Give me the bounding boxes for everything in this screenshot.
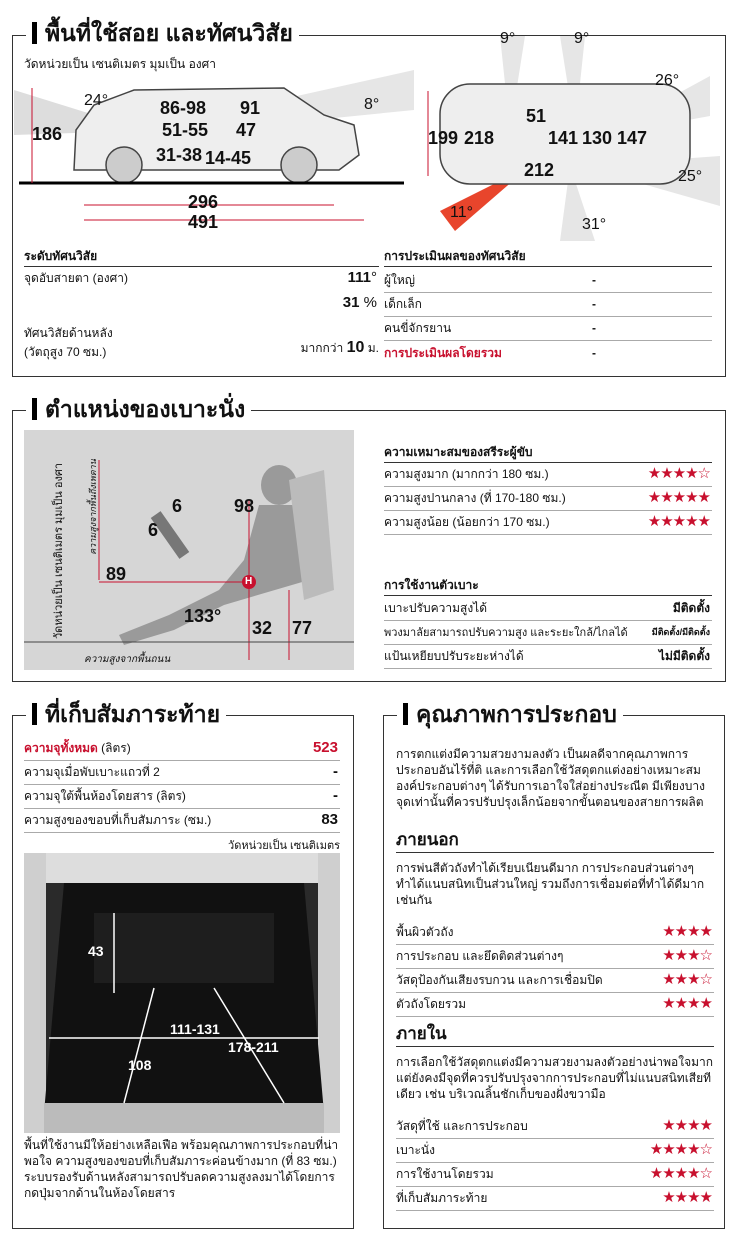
seat-dim-head: 98 [234,496,255,516]
dim-front-leg: 31-38 [156,145,203,165]
fit-header: ความเหมาะสมของสรีระผู้ขับ [384,442,712,463]
dim-rear-shoulder: 47 [236,120,257,140]
assessment-row-label: ผู้ใหญ่ [384,273,416,287]
exterior-row-label: การประกอบ และยึดติดส่วนต่างๆ [396,949,564,963]
seat-dim-leg: 89 [106,564,127,584]
dim-front-head: 86-98 [160,98,207,118]
vision-title-text: พื้นที่ใช้สอย และทัศนวิสัย [45,20,293,46]
star-rating: ★★★★ [662,1189,712,1206]
usage-row [384,622,712,645]
star-rating: ★★★★☆ [649,1165,712,1182]
assessment-row [384,270,712,293]
dim-wheelbase: 296 [188,192,219,212]
usage-row-label: พวงมาลัยสามารถปรับความสูง และระยะใกล้/ไกลได้ [384,627,628,639]
interior-row-label: การใช้งานโดยรวม [396,1167,494,1181]
seat-floor-label: ความสูงจากพื้นถนน [84,654,171,665]
assessment-row [384,318,712,341]
usage-row-label: เบาะปรับความสูงได้ [384,601,488,615]
quality-title [397,701,623,727]
vision-title [26,20,299,46]
seat-dim-ground: 77 [292,618,313,638]
exterior-row [396,994,714,1017]
interior-row-label: ที่เก็บสัมภาระท้าย [396,1191,488,1205]
seat-dim-wheel-b: 6 [148,520,159,540]
cargo-row-label: ความจุใต้พื้นห้องโดยสาร (ลิตร) [24,789,186,803]
cargo-row-value: 523 [312,739,338,756]
visibility-row-blindspot [24,268,379,290]
exterior-row-label: วัสดุป้องกันเสียงรบกวน และการเชื่อมปิด [396,973,603,987]
title-bar [403,703,408,725]
exterior-row-label: พื้นผิวตัวถัง [396,925,454,939]
interior-row [396,1116,714,1139]
assessment-row-label: คนขี่จักรยาน [384,321,452,335]
cargo-row-value: 83 [321,811,338,828]
title-bar [32,398,37,420]
assessment-value: - [592,321,596,335]
cargo-dim-depth-1: 108 [128,1057,152,1073]
assessment-row-label: เด็กเล็ก [384,297,422,311]
exterior-text: การพ่นสีตัวถังทำได้เรียบเนียนดีมาก การประกอบส่วนต่างๆ ทำได้แนบสนิทเป็นส่วนใหญ่ รวมถึงการเชื่อมต่อที่ทำได้ดีมากเช่นกัน [396,861,705,907]
interior-row [396,1140,714,1163]
percent-value: 31 % [342,294,377,311]
cargo-description: พื้นที่ใช้งานมีให้อย่างเหลือเฟือ พร้อมคุณภาพการประกอบที่น่าพอใจ ความสูงของขอบที่เก็บสัมภาระค่อนข้างมาก (ที่ 83 ซม.) ระบบรองรับด้านหลังสามารถปรับลดความสูงลงมาได้โดยการกดปุ่มจากด้านในห้องโดยสาร [24,1138,339,1200]
h-point-label: H [245,576,253,587]
star-rating: ★★★★☆ [647,465,710,482]
assessment-value: - [592,297,596,311]
angle-rear-side: 24° [84,92,109,109]
cargo-photo [24,853,340,1133]
blindspot-label: จุดอับสายตา (องศา) [24,271,129,285]
fit-row [384,464,712,487]
seat-dim-hip: 32 [252,618,273,638]
blindspot-value: 111° [347,269,377,286]
cargo-row [24,786,340,809]
fit-row-label: ความสูงมาก (มากกว่า 180 ซม.) [384,467,549,481]
cargo-photo-illustration [24,853,340,1133]
cargo-dim-height: 43 [88,943,104,959]
rear-visibility-value: มากกว่า 10 ม. [300,339,379,356]
dim-top-b: 218 [464,128,495,148]
cargo-row-label-red: ความจุทั้งหมด [24,741,98,755]
cargo-row-label: (ลิตร) [97,741,131,755]
angle-top-1: 9° [500,30,516,47]
assessment-overall-row [384,343,712,365]
seat-dim-wheel-a: 6 [172,496,183,516]
cargo-title [26,701,226,727]
dim-roof-height: 186 [32,124,63,144]
exterior-row-label: ตัวถังโดยรวม [396,997,467,1011]
dim-length: 491 [188,212,219,232]
dim-top-c: 51 [526,106,547,126]
star-rating: ★★★★ [662,1117,712,1134]
angle-front-side: 8° [364,96,380,113]
usage-row-label: แป้นเหยียบปรับระยะห่างได้ [384,649,524,663]
rear-visibility-sub: (วัตถุสูง 70 ซม.) [24,345,107,359]
angle-top-2: 9° [574,30,590,47]
title-bar [32,703,37,725]
star-rating: ★★★★☆ [649,1141,712,1158]
interior-row-label: เบาะนั่ง [396,1143,435,1157]
interior-row [396,1164,714,1187]
fit-row-label: ความสูงปานกลาง (ที่ 170-180 ซม.) [384,491,566,505]
star-rating: ★★★☆ [662,971,712,988]
usage-value: ไม่มีติดตั้ง [658,649,710,663]
cargo-dim-width: 111-131 [170,1021,220,1037]
assessment-row [384,294,712,317]
cargo-row [24,738,340,761]
cargo-row-value: - [333,763,338,780]
usage-row [384,598,712,621]
fit-row-label: ความสูงน้อย (น้อยกว่า 170 ซม.) [384,515,550,529]
exterior-row [396,946,714,969]
star-rating: ★★★★★ [647,513,710,530]
assessment-overall-label: การประเมินผลโดยรวม [384,346,502,360]
dim-top-g: 212 [524,160,555,180]
title-bar [32,22,37,44]
cargo-dim-depth-2: 178-211 [228,1039,279,1055]
dim-top-e: 130 [582,128,613,148]
fit-row [384,512,712,535]
angle-top-3: 26° [655,72,680,89]
dim-rear-leg: 14-45 [205,148,252,168]
cargo-row [24,810,340,833]
visibility-header: ระดับทัศนวิสัย [24,246,379,267]
seat-vertical-label: ความสูงจากพื้นถึงเพดาน [88,459,98,555]
exterior-header: ภายนอก [396,828,714,853]
cargo-row-label: ความสูงของขอบที่เก็บสัมภาระ (ซม.) [24,813,212,827]
interior-header: ภายใน [396,1022,714,1047]
assessment-value: - [592,273,596,287]
interior-text: การเลือกใช้วัสดุตกแต่งมีความสวยงามลงตัวอย่างน่าพอใจมาก แต่ยังคงมีจุดที่ควรปรับปรุงจากการประกอบที่ไม่แนบสนิทเสียทีเดียว เช่น บริเวณลิ้นชักเก็บของฝั่งขวามือ [396,1055,714,1101]
star-rating: ★★★☆ [662,947,712,964]
dim-top-a: 199 [428,128,459,148]
exterior-row [396,922,714,945]
cargo-row-label: ความจุเมื่อพับเบาะแถวที่ 2 [24,765,160,779]
assessment-overall-value: - [592,346,596,360]
cargo-row-value: - [333,787,338,804]
star-rating: ★★★★★ [647,489,710,506]
dim-top-f: 147 [617,128,648,148]
dim-top-d: 141 [548,128,579,148]
usage-value: มีติดตั้ง/มีติดตั้ง [651,627,710,637]
cargo-title-text: ที่เก็บสัมภาระท้าย [45,701,221,727]
vision-units-note: วัดหน่วยเป็น เซนติเมตร มุมเป็น องศา [24,57,216,71]
quality-intro: การตกแต่งมีความสวยงามลงตัว เป็นผลดีจากคุณภาพการประกอบอันไร้ที่ติ และการเลือกใช้วัสดุตกแต่งอย่างเหมาะสม องค์ประกอบต่างๆ ได้รับการเอาใจใส่อย่างประณีต มีเพียงบางจุดเท่านั้นที่ควรปรับปรุงเล็กน้อยจากขั้นตอนของสายการผลิต [396,747,705,809]
seat-side-note: วัดหน่วยเป็น เซนติเมตร มุมเป็น องศา [53,463,65,639]
rear-visibility-label: ทัศนวิสัยด้านหลัง [24,326,113,340]
seat-dim-angle: 133° [184,606,222,626]
usage-value: มีติดตั้ง [672,601,710,615]
dim-rear-head: 91 [240,98,261,118]
seat-title [26,396,251,422]
quality-title-text: คุณภาพการประกอบ [416,701,617,727]
angle-top-5: 11° [450,204,474,221]
usage-header: การใช้งานตัวเบาะ [384,575,712,596]
dim-front-shoulder: 51-55 [162,120,209,140]
visibility-row-percent [24,293,379,315]
assessment-header: การประเมินผลของทัศนวิสัย [384,246,712,267]
fit-row [384,488,712,511]
seat-title-text: ตำแหน่งของเบาะนั่ง [45,396,246,422]
cargo-units-note: วัดหน่วยเป็น เซนติเมตร [228,840,340,852]
exterior-row [396,970,714,993]
cargo-row [24,762,340,785]
angle-top-4: 25° [678,168,703,185]
usage-row [384,646,712,669]
star-rating: ★★★★ [662,995,712,1012]
angle-top-6: 31° [582,216,607,233]
interior-row-label: วัสดุที่ใช้ และการประกอบ [396,1119,528,1133]
star-rating: ★★★★ [662,923,712,940]
interior-row [396,1188,714,1211]
